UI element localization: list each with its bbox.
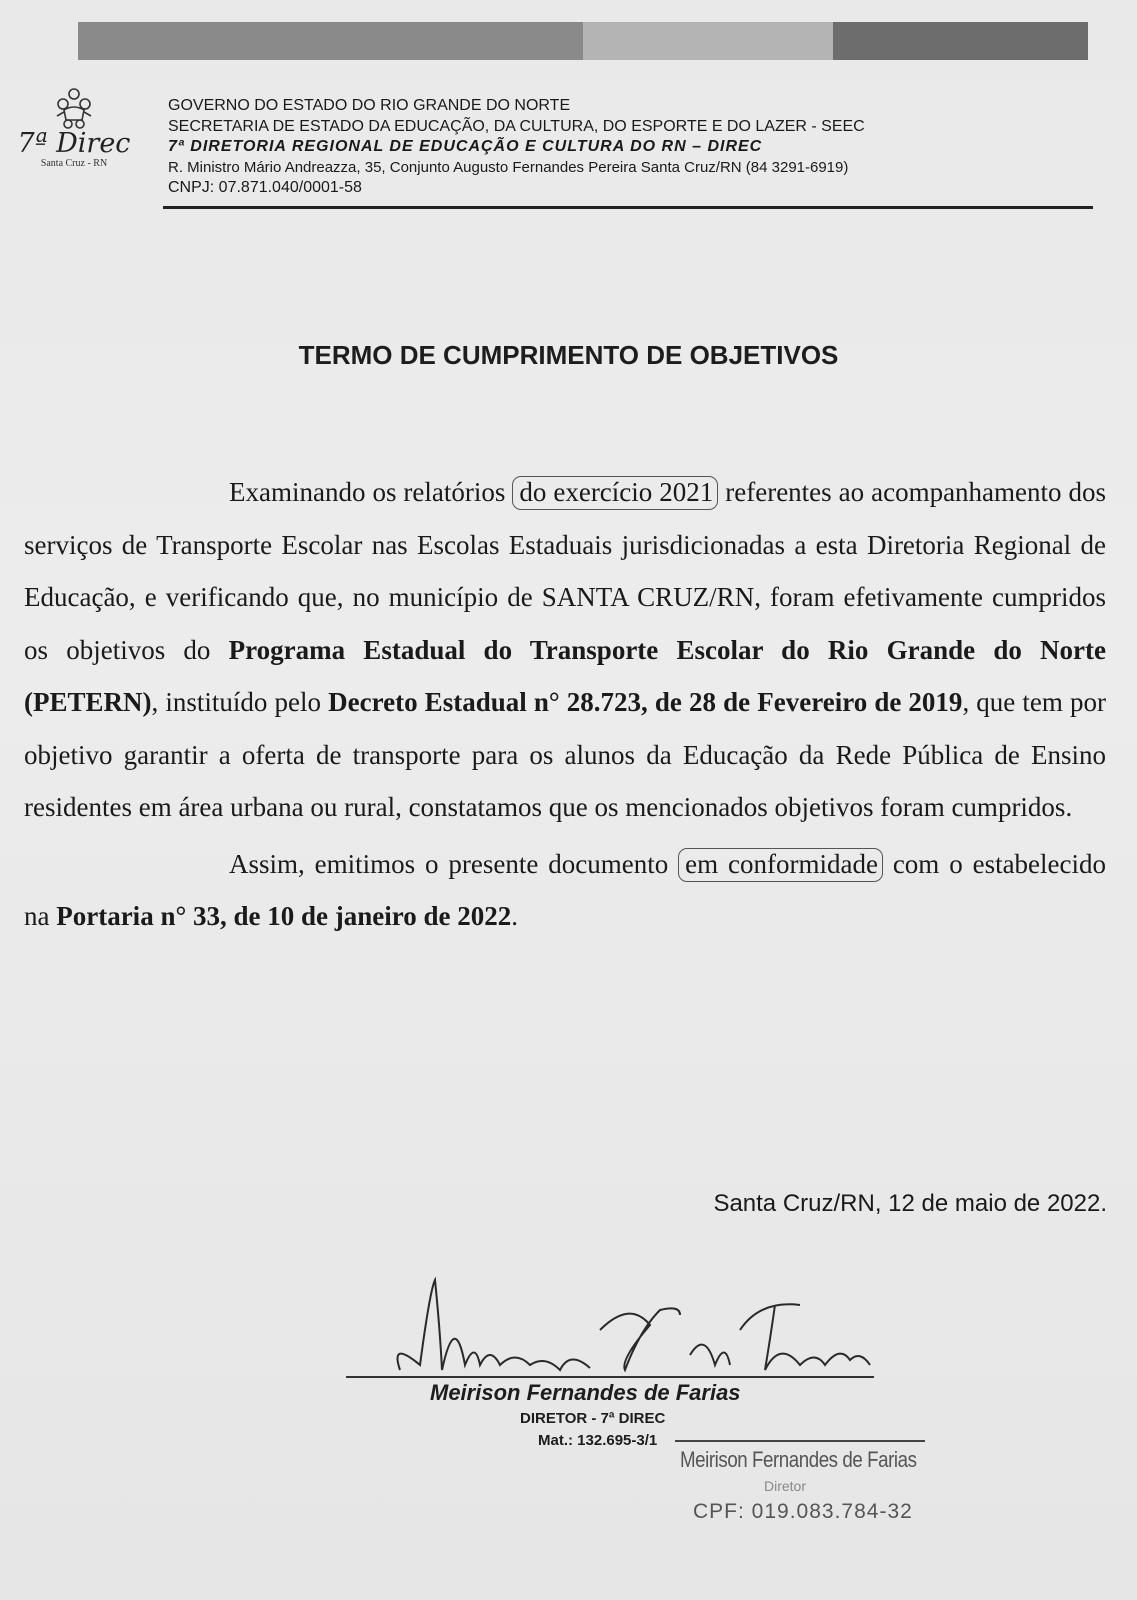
stamp-role: Diretor — [764, 1478, 807, 1494]
stamp-cpf: CPF: 019.083.784-32 — [693, 1500, 913, 1523]
header-cnpj: CNPJ: 07.871.040/0001-58 — [168, 179, 362, 196]
header-divider — [163, 206, 1093, 209]
header-secretariat: SECRETARIA DE ESTADO DA EDUCAÇÃO, DA CULTURA, DO ESPORTE E DO LAZER - SEEC — [168, 117, 865, 135]
signatory-registration: Mat.: 132.695-3/1 — [538, 1432, 658, 1449]
place-date: Santa Cruz/RN, 12 de maio de 2022. — [713, 1190, 1107, 1217]
top-scan-bar-dark — [833, 22, 1088, 60]
header-directorate: 7ª DIRETORIA REGIONAL DE EDUCAÇÃO E CULTURA DO RN – DIREC — [168, 138, 763, 155]
program-name: Programa Estadual do Transporte Escolar do Rio Grande do Norte (PETERN) — [24, 634, 1107, 717]
stamp-line — [675, 1440, 925, 1442]
p1-text-c: , instituído pelo — [151, 687, 321, 717]
document-title: TERMO DE CUMPRIMENTO DE OBJETIVOS — [298, 340, 839, 370]
header-government: GOVERNO DO ESTADO DO RIO GRANDE DO NORTE — [168, 97, 571, 114]
p1-text-b: referentes ao acompanhamento dos serviços de Transporte Escolar nas Escolas Estaduais jurisdicionadas a esta Diretoria Regional de Educação, e verificando que, no município de SANTA CRUZ/RN, foram efetivamente cumpridos os objetivos do — [24, 477, 1107, 665]
stamp-name: Meirison Fernandes de Farias — [680, 1447, 917, 1472]
children-group-icon — [52, 86, 96, 130]
p1-text-a: Examinando os relatórios — [229, 477, 506, 507]
logo-subtitle: Santa Cruz - RN — [40, 158, 108, 169]
p2-text-a: Assim, emitimos o presente documento — [229, 848, 669, 879]
p2-text-b: com o estabelecido na — [24, 848, 1107, 931]
paragraph-2 — [24, 838, 1106, 943]
direc-logo — [14, 86, 134, 186]
signature-line — [346, 1376, 874, 1378]
p1-boxed-phrase: do exercício 2021 — [512, 476, 718, 510]
letterhead — [168, 96, 1098, 199]
header-address: R. Ministro Mário Andreazza, 35, Conjunto Augusto Fernandes Pereira Santa Cruz/RN (84 3291-6919) — [168, 158, 849, 176]
logo-name: 7ª Direc — [17, 128, 131, 159]
top-scan-bar — [78, 22, 1088, 60]
paragraph-1 — [24, 466, 1106, 834]
decree-reference: Decreto Estadual n° 28.723, de 28 de Fevereiro de 2019 — [328, 687, 963, 717]
document-body — [24, 466, 1106, 943]
top-scan-bar-light — [583, 22, 833, 60]
p1-text-d: , que tem por objetivo garantir a oferta de transporte para os alunos da Educação da Rede Pública de Ensino residentes em área urbana ou rural, constatamos que os mencionados objetivos foram cumpridos. — [24, 687, 1107, 822]
signatory-role: DIRETOR - 7ª DIREC — [520, 1410, 666, 1427]
ordinance-reference: Portaria n° 33, de 10 de janeiro de 2022 — [56, 901, 512, 931]
signatory-name: Meirison Fernandes de Farias — [430, 1380, 741, 1405]
p2-text-c: . — [511, 901, 518, 931]
p2-boxed-phrase: em conformidade — [678, 848, 883, 882]
